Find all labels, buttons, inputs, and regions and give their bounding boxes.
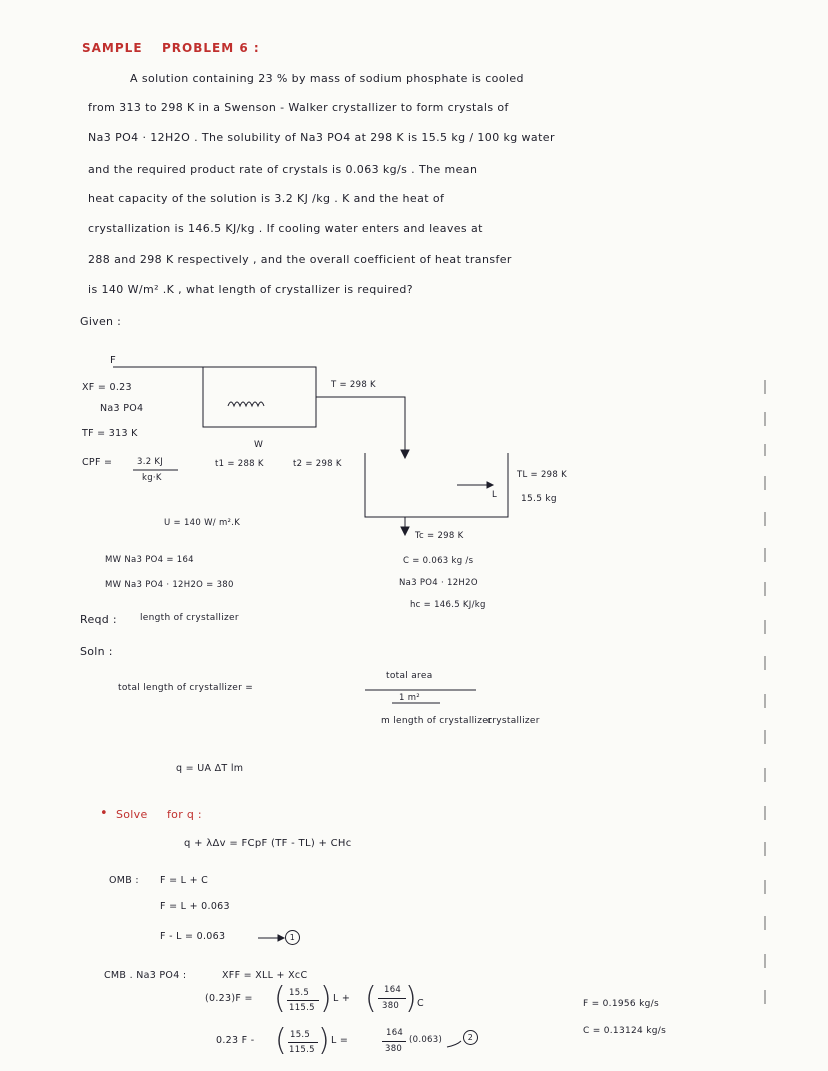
frac1-num: 15.5: [289, 988, 310, 998]
length-eq-unit: 1 m²: [399, 693, 420, 703]
length-eq-den: m length of crystallizer: [381, 716, 493, 726]
transfer-line: [316, 397, 405, 456]
feed-species: Na3 PO4: [100, 403, 144, 414]
cmb-label: CMB . Na3 PO4 :: [104, 970, 187, 981]
problem-line: crystallization is 146.5 KJ/kg . If cooling water enters and leaves at: [88, 222, 483, 235]
frac4-bar: [382, 1041, 406, 1042]
cmb-l2-end: C: [417, 998, 424, 1009]
equation-tag-2: 2: [463, 1030, 478, 1045]
cmb-l3-left: 0.23 F -: [216, 1035, 255, 1046]
crystal-species: Na3 PO4 · 12H2O: [399, 578, 478, 588]
cpf-num: 3.2 KJ: [137, 457, 164, 467]
soln-label: Soln :: [80, 645, 113, 658]
crystallizer-word: crystallizer: [487, 716, 540, 726]
problem-line: Na3 PO4 · 12H2O . The solubility of Na3 PO4 at 298 K is 15.5 kg / 100 kg water: [88, 131, 555, 144]
cmb-line: XFF = XLL + XcC: [222, 970, 308, 981]
feed-temp: TF = 313 K: [82, 428, 138, 439]
cooling-coil: [228, 402, 264, 406]
water-label: W: [254, 440, 264, 450]
paren-left: (: [365, 981, 377, 1016]
energy-balance-eq: q + λΔv = FCpF (TF - TL) + CHc: [184, 838, 352, 849]
problem-line: is 140 W/m² .K , what length of crystallizer is required?: [88, 283, 413, 296]
frac4-num: 164: [386, 1028, 404, 1038]
frac3-num: 15.5: [290, 1030, 311, 1040]
cmb-l2-left: (0.23)F =: [205, 993, 253, 1004]
water-t2: t2 = 298 K: [293, 459, 342, 469]
frac4-tail: (0.063): [409, 1035, 443, 1045]
equation-tag-1: 1: [285, 930, 300, 945]
title-sample: SAMPLE: [82, 41, 143, 55]
frac1-bar: [287, 1000, 319, 1001]
omb-line: F - L = 0.063: [160, 931, 226, 942]
solve-for: for q :: [167, 808, 202, 821]
mw-anhydrous: MW Na3 PO4 = 164: [105, 555, 194, 565]
cmb-l3-mid: L =: [331, 1035, 349, 1046]
paren-right: ): [318, 1023, 330, 1058]
frac2-bar: [378, 998, 406, 999]
feed-label: F: [110, 355, 117, 366]
jacket-temp: T = 298 K: [331, 380, 376, 390]
problem-line: heat capacity of the solution is 3.2 KJ /kg . K and the heat of: [88, 192, 445, 205]
problem-line: and the required product rate of crystals is 0.063 kg/s . The mean: [88, 163, 478, 176]
overall-coefficient: U = 140 W/ m².K: [164, 518, 241, 528]
given-label: Given :: [80, 315, 122, 328]
frac4-den: 380: [385, 1044, 403, 1054]
crystal-outlet-arrow: [401, 527, 409, 535]
problem-line: A solution containing 23 % by mass of sodium phosphate is cooled: [130, 72, 524, 85]
frac1-den: 115.5: [289, 1003, 315, 1013]
crystal-rate: C = 0.063 kg /s: [403, 556, 474, 566]
water-t1: t1 = 288 K: [215, 459, 264, 469]
liquor-outlet-arrow: [487, 482, 493, 488]
paren-right: ): [405, 981, 417, 1016]
solve-bullet: •: [100, 806, 108, 821]
paren-left: (: [274, 981, 286, 1016]
result-crystal-rate: C = 0.13124 kg/s: [583, 1026, 667, 1036]
mw-hydrate: MW Na3 PO4 · 12H2O = 380: [105, 580, 234, 590]
crystallizer-jacket: [203, 367, 316, 427]
heat-of-crystallization: hc = 146.5 KJ/kg: [410, 600, 486, 610]
reqd-label: Reqd :: [80, 613, 117, 626]
problem-line: 288 and 298 K respectively , and the overall coefficient of heat transfer: [88, 253, 512, 266]
frac2-num: 164: [384, 985, 402, 995]
cpf-label: CPF =: [82, 457, 113, 468]
omb-label: OMB :: [109, 875, 139, 886]
title-problem: PROBLEM 6 :: [162, 41, 260, 55]
frac3-bar: [288, 1042, 318, 1043]
omb-line: F = L + 0.063: [160, 901, 230, 912]
omb-line: F = L + C: [160, 875, 209, 886]
solve-label: Solve: [116, 808, 148, 821]
crystal-temp: Tc = 298 K: [415, 531, 464, 541]
paren-right: ): [320, 981, 332, 1016]
q-equation: q = UA ΔT lm: [176, 763, 244, 774]
liquor-temp: TL = 298 K: [517, 470, 567, 480]
cpf-den: kg·K: [142, 473, 162, 483]
paren-left: (: [275, 1023, 287, 1058]
transfer-arrow: [401, 450, 409, 458]
reqd-text: length of crystallizer: [140, 613, 239, 623]
cmb-l2-mid: L +: [333, 993, 351, 1004]
feed-fraction: XF = 0.23: [82, 382, 132, 393]
length-eq-left: total length of crystallizer =: [118, 683, 254, 693]
frac3-den: 115.5: [289, 1045, 315, 1055]
problem-line: from 313 to 298 K in a Swenson - Walker crystallizer to form crystals of: [88, 101, 509, 114]
frac2-den: 380: [382, 1001, 400, 1011]
liquor-label: L: [492, 490, 498, 500]
solubility-value: 15.5 kg: [521, 494, 557, 504]
length-eq-num: total area: [386, 671, 433, 681]
result-feed-rate: F = 0.1956 kg/s: [583, 999, 659, 1009]
